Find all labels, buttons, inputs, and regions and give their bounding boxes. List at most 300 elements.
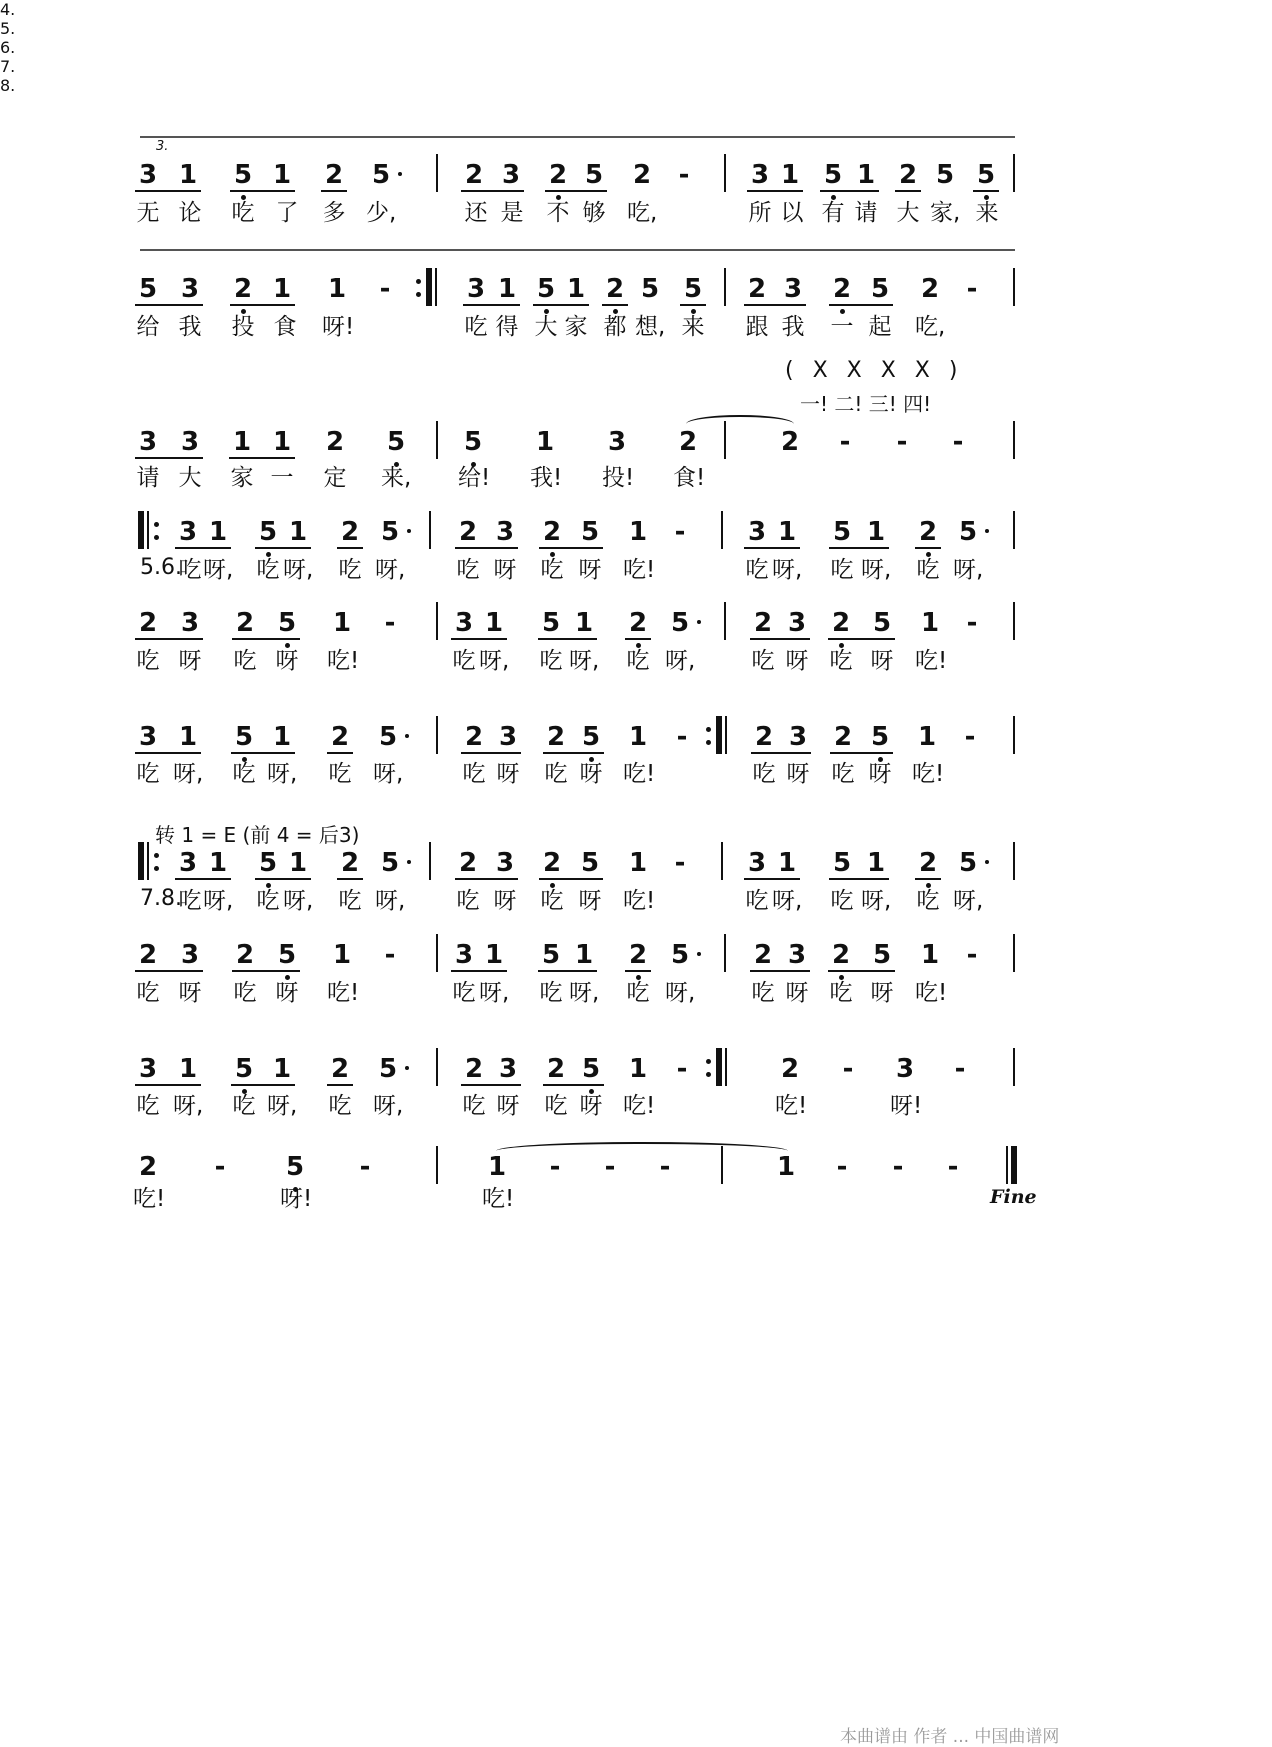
note-value: 2	[678, 427, 698, 457]
lyric-syllable: 来	[681, 314, 705, 340]
note	[543, 158, 573, 192]
note	[228, 158, 258, 192]
volta-label: 3.	[156, 139, 169, 154]
lyric-syllable: 吃	[136, 1093, 160, 1119]
lyric-syllable: 呀,	[861, 888, 892, 914]
note-value: 3	[466, 274, 486, 304]
note-value: 2	[324, 160, 344, 190]
lyric-syllable: 吃	[452, 648, 476, 674]
lyric-syllable: 呀,	[479, 980, 510, 1006]
note	[459, 1052, 489, 1086]
lyric-syllable: 呀	[868, 761, 892, 787]
note	[575, 846, 605, 880]
underline-beam	[451, 970, 507, 972]
note-value: 5	[258, 517, 278, 547]
note	[890, 1052, 920, 1086]
note-value: 1	[272, 1054, 292, 1084]
note-value: 1	[272, 274, 292, 304]
lyric-syllable: 够	[582, 200, 606, 226]
note-value: 1	[628, 722, 648, 752]
lyric-syllable: 呀	[870, 648, 894, 674]
lyric-syllable: 吃!	[623, 1093, 656, 1119]
note-value: 2	[138, 608, 158, 638]
note-value: 2	[235, 940, 255, 970]
augmentation-dot	[985, 860, 989, 864]
note-value: 5	[541, 940, 561, 970]
note-value: 2	[628, 608, 648, 638]
note-value: -	[214, 1152, 226, 1182]
tie-arc	[496, 1142, 788, 1160]
note-value: -	[836, 1152, 848, 1182]
underline-beam	[321, 190, 347, 192]
note	[827, 272, 857, 306]
note	[458, 425, 488, 459]
lyric-syllable: 家	[564, 314, 588, 340]
lyric-syllable: 呀,	[861, 557, 892, 583]
note	[541, 720, 571, 754]
note	[742, 846, 772, 880]
note-value: 5	[581, 1054, 601, 1084]
note-value: 1	[288, 848, 308, 878]
lyric-syllable: 呀,	[283, 888, 314, 914]
lyric-syllable: 我!	[530, 465, 563, 491]
barline	[724, 154, 726, 192]
underline-beam	[915, 878, 941, 880]
note-value: 2	[780, 1054, 800, 1084]
lyric-syllable: 吃	[829, 980, 853, 1006]
lyric-syllable: 吃!	[775, 1093, 808, 1119]
note	[530, 425, 560, 459]
note-value: 3	[895, 1054, 915, 1084]
note	[319, 158, 349, 192]
lyric-syllable: 呀,	[375, 888, 406, 914]
repeat-end-barline	[426, 268, 432, 306]
note-value: 1	[776, 1152, 796, 1182]
underline-beam	[135, 457, 203, 459]
note	[775, 1052, 805, 1086]
note-value: 3	[180, 274, 200, 304]
note	[373, 1052, 403, 1086]
barline	[1013, 842, 1015, 880]
lyric-syllable: 吃	[233, 980, 257, 1006]
lyric-syllable: 吃!	[623, 761, 656, 787]
note-value: 5	[541, 608, 561, 638]
note-value: 2	[458, 848, 478, 878]
underline-beam	[327, 1084, 353, 1086]
underline-beam	[135, 304, 203, 306]
note-value: 2	[235, 608, 255, 638]
note	[267, 720, 297, 754]
lyric-syllable: 吃	[751, 980, 775, 1006]
lyric-syllable: 吃	[745, 888, 769, 914]
notation-row	[0, 720, 1272, 760]
lyric-syllable: 吃	[916, 557, 940, 583]
note	[957, 938, 987, 972]
note-value: 1	[288, 517, 308, 547]
note	[665, 938, 695, 972]
note-value: -	[952, 427, 964, 457]
note	[173, 515, 203, 549]
lyric-syllable: 跟	[745, 314, 769, 340]
note	[335, 515, 365, 549]
lyric-syllable: 呀	[275, 648, 299, 674]
underline-beam	[543, 1084, 604, 1086]
underline-beam	[830, 752, 893, 754]
note-value: 2	[464, 722, 484, 752]
underline-beam	[229, 457, 295, 459]
note-value: 1	[920, 608, 940, 638]
note-value: 2	[340, 848, 360, 878]
lyric-syllable: 吃	[232, 1093, 256, 1119]
note	[327, 938, 357, 972]
lyric-syllable: 给	[136, 314, 160, 340]
note	[867, 606, 897, 640]
lyric-syllable: 吃	[338, 557, 362, 583]
note-value: 1	[780, 160, 800, 190]
note	[783, 720, 813, 754]
note-value: 2	[832, 274, 852, 304]
barline	[147, 511, 149, 549]
note-value: 1	[178, 1054, 198, 1084]
note-value: 3	[138, 722, 158, 752]
note-value: 2	[831, 608, 851, 638]
lyric-syllable: 请	[136, 465, 160, 491]
note-value: -	[954, 1054, 966, 1084]
note	[230, 606, 260, 640]
note-value: 1	[628, 848, 648, 878]
note	[175, 272, 205, 306]
note	[335, 846, 365, 880]
underline-beam	[461, 190, 524, 192]
note-value: 1	[484, 608, 504, 638]
note	[861, 515, 891, 549]
note-value: 2	[330, 1054, 350, 1084]
volta-bracket	[0, 38, 288, 57]
note	[953, 515, 983, 549]
volta-label: 7.	[0, 57, 16, 76]
lyric-syllable: 吃	[462, 1093, 486, 1119]
note	[945, 1052, 975, 1086]
barline	[436, 716, 438, 754]
note	[602, 425, 632, 459]
note	[826, 606, 856, 640]
note-value: -	[674, 848, 686, 878]
note-value: 5	[386, 427, 406, 457]
note-value: 5	[640, 274, 660, 304]
note	[490, 515, 520, 549]
note-value: 2	[747, 274, 767, 304]
note	[453, 846, 483, 880]
note	[536, 606, 566, 640]
note	[569, 938, 599, 972]
lyric-syllable: 呀	[785, 648, 809, 674]
underline-beam	[230, 190, 295, 192]
lyric-syllable: 家,	[930, 200, 961, 226]
underline-beam	[539, 547, 603, 549]
note	[665, 515, 695, 549]
underline-beam	[231, 752, 295, 754]
underline-beam	[255, 547, 311, 549]
note-value: 1	[497, 274, 517, 304]
lyric-syllable: 吃	[256, 888, 280, 914]
note	[133, 1150, 163, 1184]
note	[272, 938, 302, 972]
note	[133, 1052, 163, 1086]
notation-row	[0, 606, 1272, 646]
barline	[725, 1048, 727, 1086]
note-value: 3	[180, 940, 200, 970]
note-value: 2	[546, 1054, 566, 1084]
note-value: 5	[258, 848, 278, 878]
note-value: 5	[138, 274, 158, 304]
note	[669, 158, 699, 192]
repeat-start-barline	[138, 842, 144, 880]
note-value: -	[384, 940, 396, 970]
note	[827, 846, 857, 880]
note	[938, 1150, 968, 1184]
note-value: 5	[832, 517, 852, 547]
repeat-dots	[416, 277, 422, 299]
volta-bracket	[0, 0, 573, 19]
note-value: -	[842, 1054, 854, 1084]
note-value: 3	[454, 608, 474, 638]
note	[461, 272, 491, 306]
underline-beam	[625, 638, 651, 640]
note	[912, 720, 942, 754]
lyric-syllable: 所	[748, 200, 772, 226]
lyric-syllable: 吃	[456, 888, 480, 914]
note	[575, 515, 605, 549]
note-value: -	[678, 160, 690, 190]
underline-beam	[744, 878, 800, 880]
lyric-syllable: 不	[546, 200, 570, 226]
underline-beam	[915, 547, 941, 549]
note-value: -	[676, 722, 688, 752]
lyric-syllable: 吃	[540, 557, 564, 583]
barline	[147, 842, 149, 880]
note-value: 1	[856, 160, 876, 190]
augmentation-dot	[407, 529, 411, 533]
lyric-syllable: 吃!	[133, 1186, 166, 1212]
lyric-syllable: 吃	[916, 888, 940, 914]
underline-beam	[744, 304, 806, 306]
lyric-syllable: 呀,	[283, 557, 314, 583]
note	[280, 1150, 310, 1184]
note-value: 5	[463, 427, 483, 457]
note	[327, 606, 357, 640]
underline-beam	[680, 304, 706, 306]
underline-beam	[327, 752, 353, 754]
note	[229, 1052, 259, 1086]
note-value: 2	[754, 722, 774, 752]
barline	[436, 421, 438, 459]
repeat-end-barline	[716, 716, 722, 754]
note	[833, 1052, 863, 1086]
barline	[436, 1048, 438, 1086]
note-value: 1	[574, 608, 594, 638]
volta-bracket	[0, 76, 284, 95]
note	[971, 158, 1001, 192]
lyric-syllable: 多	[322, 200, 346, 226]
underline-beam	[455, 878, 518, 880]
note	[175, 606, 205, 640]
notation-row	[0, 1052, 1272, 1092]
note	[272, 606, 302, 640]
note	[742, 272, 772, 306]
note-value: 2	[464, 1054, 484, 1084]
note-value: 3	[747, 517, 767, 547]
note-value: -	[839, 427, 851, 457]
lyric-syllable: 呀	[178, 648, 202, 674]
lyric-syllable: 呀!	[890, 1093, 923, 1119]
note-value: 5	[683, 274, 703, 304]
repeat-dots	[154, 520, 160, 542]
lyric-syllable: 呀,	[479, 648, 510, 674]
lyric-syllable: 吃	[830, 888, 854, 914]
lyric-syllable: 大	[534, 314, 558, 340]
lyric-syllable: 想,	[635, 314, 666, 340]
note	[955, 720, 985, 754]
lyric-syllable: 吃	[233, 648, 257, 674]
underline-beam	[828, 638, 895, 640]
underline-beam	[337, 878, 363, 880]
lyric-syllable: 吃	[752, 761, 776, 787]
note	[373, 720, 403, 754]
lyric-syllable: 呀	[578, 888, 602, 914]
note-value: 5	[958, 848, 978, 878]
note-value: 5	[234, 722, 254, 752]
lyric-syllable: 吃!	[327, 648, 360, 674]
note	[667, 1052, 697, 1086]
lyric-syllable: 吃	[540, 888, 564, 914]
note	[173, 846, 203, 880]
barline	[1013, 602, 1015, 640]
barline	[724, 602, 726, 640]
note	[749, 720, 779, 754]
lyric-syllable: 吃	[464, 314, 488, 340]
note	[893, 158, 923, 192]
note	[205, 1150, 235, 1184]
note-value: -	[384, 608, 396, 638]
note	[569, 606, 599, 640]
underline-beam	[751, 752, 811, 754]
lyric-syllable: 吃	[539, 980, 563, 1006]
note-value: 3	[750, 160, 770, 190]
underline-beam	[337, 547, 363, 549]
note	[748, 606, 778, 640]
note-value: 5	[580, 517, 600, 547]
underline-beam	[255, 878, 311, 880]
note	[253, 515, 283, 549]
barline	[721, 511, 723, 549]
underline-beam	[231, 1084, 295, 1086]
note-value: 3	[787, 608, 807, 638]
note	[490, 846, 520, 880]
lyric-syllable: 食!	[673, 465, 706, 491]
note-value: 3	[138, 427, 158, 457]
note	[229, 720, 259, 754]
note	[665, 606, 695, 640]
note	[772, 846, 802, 880]
note-value: 3	[454, 940, 474, 970]
note-value: 2	[918, 517, 938, 547]
note-value: 5	[832, 848, 852, 878]
barline	[724, 268, 726, 306]
lyric-syllable: 吃!	[915, 648, 948, 674]
count-in: 一! 二! 三! 四!	[800, 392, 932, 416]
note-value: -	[964, 722, 976, 752]
note	[913, 515, 943, 549]
lyric-syllable: 呀	[785, 980, 809, 1006]
augmentation-dot	[985, 529, 989, 533]
notation-row	[0, 425, 1272, 465]
note	[883, 1150, 913, 1184]
lyric-syllable: 呀,	[665, 980, 696, 1006]
underline-beam	[750, 638, 810, 640]
note-value: 2	[920, 274, 940, 304]
note-value: 5	[872, 940, 892, 970]
note	[375, 606, 405, 640]
note-value: 2	[753, 940, 773, 970]
note	[453, 515, 483, 549]
note-value: 1	[272, 160, 292, 190]
lyric-syllable: 吃	[751, 648, 775, 674]
barline	[1013, 511, 1015, 549]
key-change: 转 1 = E (前 4 = 后3)	[155, 823, 360, 847]
note	[827, 515, 857, 549]
note	[531, 272, 561, 306]
repeat-dots	[154, 851, 160, 873]
note-value: -	[359, 1152, 371, 1182]
note-value: 1	[178, 160, 198, 190]
lyric-syllable: 吃	[462, 761, 486, 787]
lyric-syllable: 一	[830, 314, 854, 340]
notation-row	[0, 515, 1272, 555]
note	[827, 1150, 857, 1184]
underline-beam	[539, 878, 603, 880]
note-value: 2	[628, 940, 648, 970]
lyric-syllable: 大	[178, 465, 202, 491]
underline-beam	[538, 638, 597, 640]
note	[173, 1052, 203, 1086]
lyric-syllable: 呀	[496, 761, 520, 787]
lyric-syllable: 吃	[544, 1093, 568, 1119]
note-value: 2	[542, 517, 562, 547]
note-value: 2	[542, 848, 562, 878]
note	[887, 425, 917, 459]
underline-beam	[602, 304, 628, 306]
barline	[1013, 154, 1015, 192]
note-value: 5	[958, 517, 978, 547]
note	[537, 846, 567, 880]
lyric-syllable: 呀,	[953, 557, 984, 583]
underline-beam	[545, 190, 607, 192]
note-value: 2	[325, 427, 345, 457]
lyric-syllable: 家	[230, 465, 254, 491]
note	[635, 272, 665, 306]
note	[678, 272, 708, 306]
note	[381, 425, 411, 459]
barline	[725, 716, 727, 754]
note	[375, 846, 405, 880]
note-value: 1	[917, 722, 937, 752]
note	[350, 1150, 380, 1184]
volta-label: 8.	[0, 76, 16, 95]
note-value: 3	[180, 427, 200, 457]
verse-number: 5.6.	[140, 555, 182, 580]
note-value: 3	[787, 940, 807, 970]
lyric-syllable: 论	[178, 200, 202, 226]
